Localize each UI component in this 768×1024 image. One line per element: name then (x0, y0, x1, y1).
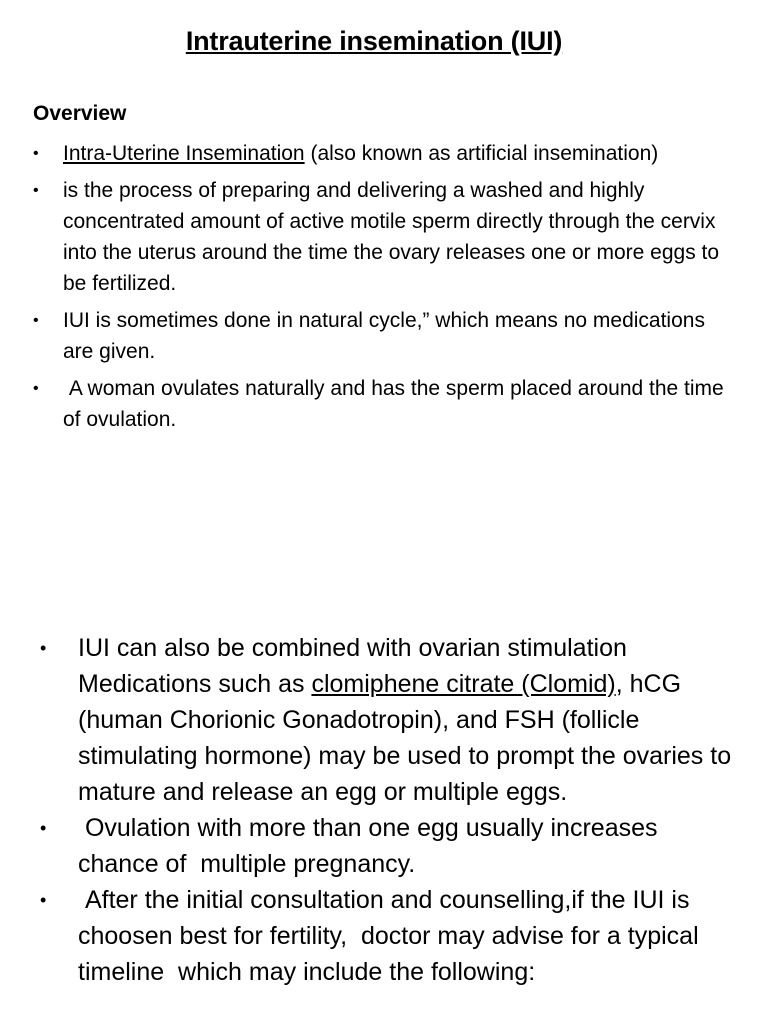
overview-bullet-list (33, 138, 733, 441)
bullet-text: A woman ovulates naturally and has the sperm placed around the time of ovulation. (63, 377, 730, 431)
overview-heading: Overview (33, 102, 127, 125)
bullet-icon: • (40, 890, 47, 910)
bullet-text: , hCG (human Chorionic Gonadotropin), and FSH (follicle stimulating hormone) may be used to prompt the ovaries to mature and release an egg or multiple eggs. (78, 670, 732, 806)
bullet-text: is the process of preparing and delivering a washed and highly concentrated amount of active motile sperm directly through the cervix into the uterus around the time the ovary releases one or more eggs to be fertilized. (63, 179, 720, 295)
bullet-text: (also known as artificial insemination) (304, 142, 659, 165)
bullet-icon: • (33, 312, 39, 329)
details-bullet-item (40, 882, 740, 990)
overview-bullet-item (33, 373, 733, 435)
details-bullet-item (40, 630, 740, 810)
overview-bullet-item (33, 175, 733, 299)
bullet-icon: • (33, 380, 39, 397)
bullet-text: IUI can also be combined with ovarian stimulation Medications such as (78, 634, 627, 698)
bullet-icon: • (33, 182, 39, 199)
bullet-text: IUI is sometimes done in natural cycle,” which means no medications are given. (63, 309, 705, 363)
clomid-link[interactable]: clomiphene citrate (Clomid) (311, 670, 616, 698)
details-bullet-list (40, 630, 740, 990)
bullet-text: After the initial consultation and counselling,if the IUI is choosen best for fertility, doctor may advise for a typical timeline which may include the following: (78, 886, 706, 986)
page-title: Intrauterine insemination (IUI) (185, 26, 563, 56)
overview-bullet-item (33, 138, 733, 169)
bullet-icon: • (40, 638, 47, 658)
bullet-text: Ovulation with more than one egg usually increases chance of multiple pregnancy. (78, 814, 665, 878)
overview-bullet-item (33, 305, 733, 367)
bullet-icon: • (33, 145, 39, 162)
bullet-icon: • (40, 818, 47, 838)
iui-link[interactable]: Intra-Uterine Insemination (63, 142, 305, 165)
details-bullet-item (40, 810, 740, 882)
